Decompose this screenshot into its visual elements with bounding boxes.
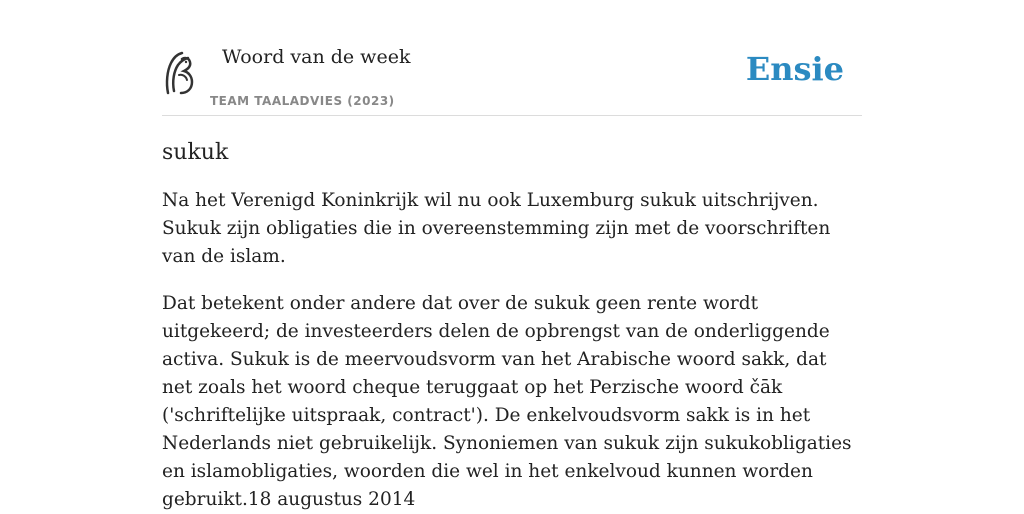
ensie-brand-link[interactable]: Ensie: [745, 50, 844, 88]
word-of-the-week-card: [162, 40, 862, 514]
article-paragraph: [162, 187, 862, 271]
headword: sukuk: [162, 140, 229, 165]
paragraph-text: Dat betekent onder andere dat over de sukuk geen rente wordt uitgekeerd; de investeerders delen de opbrengst van de onderliggende activa. Sukuk is de meervoudsvorm van het Arabische woord sakk, dat net zoals het woord cheque teruggaat op het Perzische woord čāk ('schriftelijke uitspraak, contract'). De enkelvoudsvorm sakk is in het Nederlands niet gebruikelijk. Synoniemen van sukuk zijn sukukobligaties en islamobligaties, woorden die wel in het enkelvoud kunnen worden gebruikt.: [162, 293, 852, 510]
series-title: Woord van de week: [222, 46, 411, 68]
card-header: [162, 40, 862, 116]
article-date: 18 augustus 2014: [247, 489, 416, 510]
lion-logo-icon: [162, 49, 198, 97]
author-label: TEAM TAALADVIES (2023): [210, 94, 395, 108]
article-paragraph: [162, 290, 862, 514]
paragraph-text: Na het Verenigd Koninkrijk wil nu ook Luxemburg sukuk uitschrijven. Sukuk zijn obligaties die in overeenstemming zijn met de voorschriften van de islam.: [162, 190, 831, 267]
